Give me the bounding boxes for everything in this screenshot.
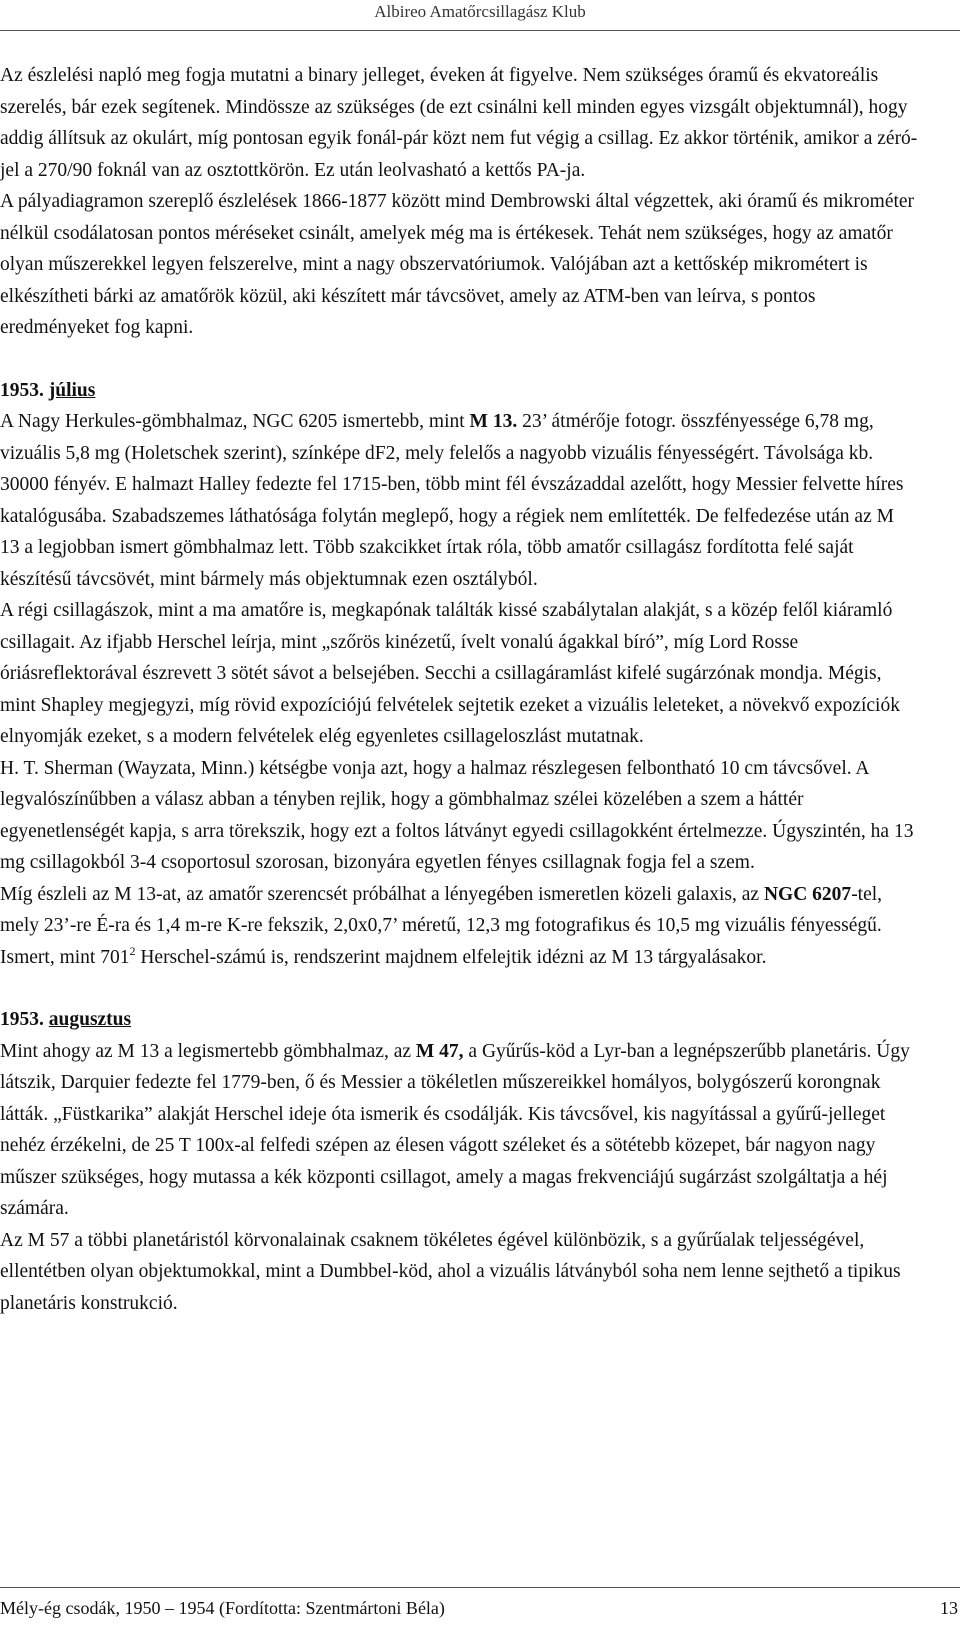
section-month: július <box>48 379 96 401</box>
text-run: A Nagy Herkules-gömbhalmaz, NGC 6205 ismertebb, mint <box>0 411 470 432</box>
paragraph <box>0 1036 918 1225</box>
section-month: augusztus <box>48 1009 132 1030</box>
text-run: a Gyűrűs-köd a Lyr-ban a legnépszerűbb planetáris. Úgy látszik, Darquier fedezte fel 1779-ben, ő és Messier a tökéletlen műszereikkel homályos, bolygószerű korongnak látták. „Füstkarika” alakját Herschel ideje óta ismerik és csodálják. Kis távcsővel, kis nagyítással a gyűrű-jelleget nehéz érzékelni, de 25 T 100x-al felfedi szépen az élesen vágott széleket és a sötétebb közepet, bár nagyon nagy műszer szükséges, hogy mutassa a kék központi csillagot, amely a magas frekvenciájú sugárzást szolgáltatja a héj számára. <box>0 1040 910 1219</box>
section-year: 1953. <box>0 379 44 401</box>
section-heading-augusztus <box>0 1004 918 1036</box>
text-run: Míg észleli az M 13-at, az amatőr szerencsét próbálhat a lényegében ismeretlen közeli galaxis, az <box>0 883 764 905</box>
superscript: 2 <box>129 943 136 958</box>
section-heading-julius <box>0 375 918 407</box>
text-run: Mint ahogy az M 13 a legismertebb gömbhalmaz, az <box>0 1040 416 1062</box>
text-run: Herschel-számú is, rendszerint majdnem elfelejtik idézni az M 13 tárgyalásakor. <box>135 946 767 968</box>
paragraph <box>0 406 918 595</box>
paragraph: H. T. Sherman (Wayzata, Minn.) kétségbe vonja azt, hogy a halmaz részlegesen felbontható 10 cm távcsővel. A legvalószínűbben a válasz abban a tényben rejlik, hogy a gömbhalmaz szélei közelében a szem a háttér egyenetlenségét kapja, s arra törekszik, hogy ezt a foltos látványt egyedi csillagokként értelmezze. Úgyszintén, ha 13 mg csillagokból 3-4 csoportosul szorosan, bizonyára egyetlen fényes csillagnak fogja fel a szem. <box>0 757 914 873</box>
paragraph: Az M 57 a többi planetáristól körvonalainak csaknem tökéletes égével különbözik, s a gyűrűalak teljességével, ellentétben olyan objektumokkal, mint a Dumbbel-köd, ahol a vizuális látványból soha nem lenne sejthető a tipikus planetáris konstrukció. <box>0 1229 901 1314</box>
section-year: 1953. <box>0 1009 44 1030</box>
paragraph: A pályadiagramon szereplő észlelések 1866-1877 között mind Dembrowski által végzettek, aki óramű és mikrométer nélkül csodálatosan pontos méréseket csinált, amelyek még ma is értékesek. Tehát nem szükséges, hogy az amatőr olyan műszerekkel legyen felszerelve, mint a nagy obszervatóriumok. Valójában azt a kettőskép mikrométert is elkészítheti bárki az amatőrök közül, aki készített már távcsövet, amely az ATM-ben van leírva, s pontos eredményeket fog kapni. <box>0 191 915 338</box>
paragraph <box>0 879 918 974</box>
object-name: NGC 6207 <box>763 883 852 905</box>
footer-divider <box>0 1587 960 1588</box>
paragraph: Az észlelési napló meg fogja mutatni a binary jelleget, éveken át figyelve. Nem szükséges óramű és ekvatoreális szerelés, bár ezek segítenek. Mindössze az szükséges (de ezt csinálni kell minden egyes vizsgált objektumnál), hogy addig állítsuk az okulárt, míg pontosan egyik fonál-pár közt nem fut végig a csillag. Ez akkor történik, amikor a zéró-jel a 270/90 foknál van az osztottkörön. Ez után leolvasható a kettős PA-ja. <box>0 65 918 181</box>
page-number: 13 <box>940 1598 958 1618</box>
header-divider <box>0 30 960 31</box>
text-run: -tel, mely 23’-re É-ra és 1,4 m-re K-re fekszik, 2,0x0,7’ méretű, 12,3 mg fotografikus és 10,5 mg vizuális fényességű. Ismert, mint 701 <box>0 883 883 968</box>
paragraph: A régi csillagászok, mint a ma amatőre is, megkapónak találták kissé szabálytalan alakját, s a közép felől kiáramló csillagait. Az ifjabb Herschel leírja, mint „szőrös kinézetű, ívelt vonalú ágakkal bíró”, míg Lord Rosse óriásreflektorával észrevett 3 sötét sávot a belsejében. Secchi a csillagáramlást kifelé sugárzónak mondja. Mégis, mint Shapley megjegyzi, míg rövid expozíciójú felvételek sejtetik ezeket a vizuális leleteket, a növekvő expozíciók elnyomják ezeket, s a modern felvételek elég egyenletes csillageloszlást mutatnak. <box>0 600 900 747</box>
object-name: M 47, <box>415 1040 464 1062</box>
footer-title: Mély-ég csodák, 1950 – 1954 (Fordította: Szentmártoni Béla) <box>0 1598 445 1618</box>
text-run: 23’ átmérője fotogr. összfényessége 6,78 mg, vizuális 5,8 mg (Holetschek szerint), színképe dF2, mely felelős a nagyobb vizuális fényességért. Távolsága kb. 30000 fényév. E halmazt Halley fedezte fel 1715-ben, több mint fél évszázaddal azelőtt, hogy Messier felvette híres katalógusába. Szabadszemes láthatósága folytán meglepő, hogy a régiek nem említették. De felfedezése után az M 13 a legjobban ismert gömbhalmaz lett. Több szakcikket írtak róla, több amatőr csillagász fordította felé saját készítésű távcsövét, mint bármely más objektumnak ezen osztályból. <box>0 411 904 590</box>
object-name: M 13. <box>469 411 518 432</box>
document-body <box>0 60 918 1319</box>
running-header: Albireo Amatőrcsillagász Klub <box>374 2 586 21</box>
